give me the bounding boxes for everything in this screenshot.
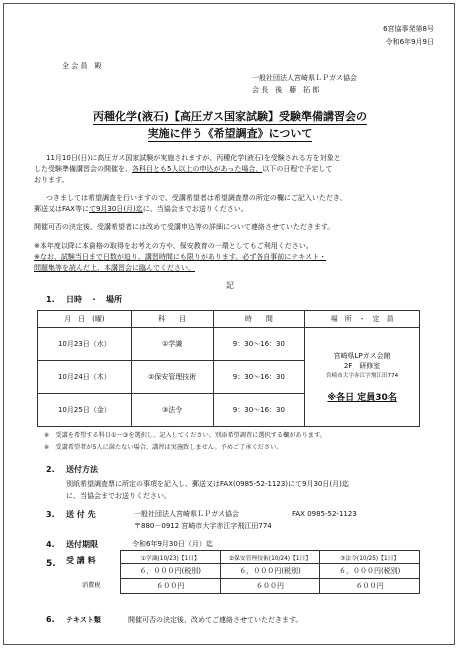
row-date: 10月23日（水） [38, 328, 132, 361]
document-number: 6宮協事発第8号 [383, 25, 434, 33]
table-note-2: ※ 受講希望者が5人に満たない場合、講習は実施致しません。予めご了承ください。 [44, 444, 283, 451]
section-2-line-1: 別紙希望調査票に所定の事項を記入し、郵送又はFAX(0985-52-1123)にて9月30日(月)迄 [66, 480, 349, 488]
header-venue: 場 所 ・ 定 員 [305, 311, 420, 328]
section-4-label: 送付期限 [66, 540, 98, 549]
section-5-label: 受 講 料 [66, 556, 96, 565]
send-to-address: 〒880－0912 宮崎市大字赤江字飛江田774 [134, 522, 272, 530]
fee-header-row [121, 551, 420, 564]
section-4-number: 4. [46, 540, 55, 549]
row-date: 10月25日（金） [38, 394, 132, 427]
fee-tax-2: ６００円 [220, 579, 320, 594]
fee-tax-1: ６００円 [121, 579, 221, 594]
fee-label-1: ①学識(10/23)【1日】 [121, 551, 221, 564]
fee-label-3: ③法令(10/25)【1日】 [320, 551, 420, 564]
paragraph-1-line-2: した受験準備講習会の開催を、各科目とも5人以上の申込があった場合、以下の日程で予定して [34, 165, 333, 173]
section-2-label: 送付方法 [66, 465, 98, 474]
venue-name: 宮崎県LPガス会館 [333, 351, 391, 360]
venue-cell [305, 328, 420, 427]
row-date: 10月24日（木） [38, 361, 132, 394]
fee-amount-2: ６，０００円(税別) [220, 564, 320, 579]
section-1-label: 日時 ・ 場所 [66, 295, 122, 304]
note-2-line-2: 問題集等を読んだ上、本講習会に臨んでください。 [34, 264, 195, 272]
fee-label-2: ②保安管理技術(10/24)【1日】 [220, 551, 320, 564]
paragraph-2-line-1: つきましては希望調査を行いますので、受講希望者は希望調査票の所定の欄にご記入いただき、 [46, 194, 347, 202]
note-2-line-1: ※なお、試験当日まで日数が迫り、講習時間にも限りがあります。必ず各自事前にテキスト・ [34, 253, 327, 261]
fee-table [120, 550, 420, 594]
venue-address: 宮崎市大字赤江字飛江田774 [326, 372, 399, 379]
fee-amount-1: ６，０００円(税別) [121, 564, 221, 579]
row-time: 9：30～16：30 [213, 328, 305, 361]
row-subject: ①学識 [131, 328, 213, 361]
deadline-value: 令和6年9月30日（月）迄 [132, 540, 213, 548]
paragraph-1-line-3: おります。 [34, 176, 69, 184]
header-time: 時 間 [213, 311, 305, 328]
sender-name: 会 長 後 藤 拓 郎 [252, 86, 320, 94]
fee-amount-row [121, 564, 420, 579]
recipient: 全 会 員 殿 [62, 62, 102, 70]
title-line-2: 実施に伴う《希望調査》について [147, 127, 313, 140]
paragraph-2-line-2: 郵送又はFAX等にて9月30日(月)迄に、当協会までお送りください。 [34, 205, 248, 213]
section-5-number: 5. [46, 559, 56, 569]
paragraph-1-line-1: 11月10日(日)に高圧ガス国家試験が実施されますが、丙種化学(液石)を受験される方を対象と [46, 154, 341, 162]
text-materials-value: 開催可否の決定後、改めてご連絡させていただきます。 [128, 616, 303, 624]
fee-tax-row [121, 579, 420, 594]
section-2-line-2: に、当協会までお送りください。 [66, 492, 171, 500]
note-1: ※本年度以降に本資格の取得をお考えの方や、保安教育の一環としてもご利用ください。 [34, 242, 313, 250]
send-to-organization: 一般社団法人宮崎県ＬＰガス協会 [134, 510, 239, 518]
row-subject: ③法令 [131, 394, 213, 427]
schedule-header-row [38, 311, 420, 328]
document-page [3, 3, 455, 645]
fee-amount-3: ６，０００円(税別) [320, 564, 420, 579]
capacity: ※各日 定員30名 [327, 392, 397, 403]
title-line-1: 丙種化学(液石)【高圧ガス国家試験】受験準備講習会の [92, 110, 368, 123]
send-to-fax: FAX 0985-52-1123 [292, 510, 357, 518]
venue-room: 2F 研修室 [343, 361, 381, 370]
schedule-table [37, 310, 420, 427]
sender-organization: 一般社団法人宮崎県ＬＰガス協会 [252, 74, 357, 82]
section-3-label: 送 付 先 [66, 510, 96, 519]
row-time: 9：30～16：30 [213, 361, 305, 394]
section-3-number: 3. [46, 510, 55, 519]
row-subject: ②保安管理技術 [131, 361, 213, 394]
section-6-label: テキスト類 [66, 616, 101, 624]
section-1-number: 1. [46, 295, 55, 304]
header-subject: 科 目 [131, 311, 213, 328]
fee-tax-3: ６００円 [320, 579, 420, 594]
ki-mark: 記 [226, 281, 234, 290]
paragraph-3: 開催可否の決定後、受講希望者には改めて受講申込等の詳細について連絡させていただきます。 [34, 223, 335, 231]
row-time: 9：30～16：30 [213, 394, 305, 427]
header-date: 月 日 (曜) [38, 311, 132, 328]
tax-label: 消費税 [82, 582, 101, 589]
table-row [38, 328, 420, 361]
section-2-number: 2. [46, 465, 55, 474]
document-date: 令和6年9月9日 [385, 38, 434, 46]
table-note-1: ※ 受講を希望する科目①～③を選択し、記入してください。別添希望調査に選択する欄があります。 [44, 432, 326, 439]
section-6-number: 6. [46, 615, 55, 624]
